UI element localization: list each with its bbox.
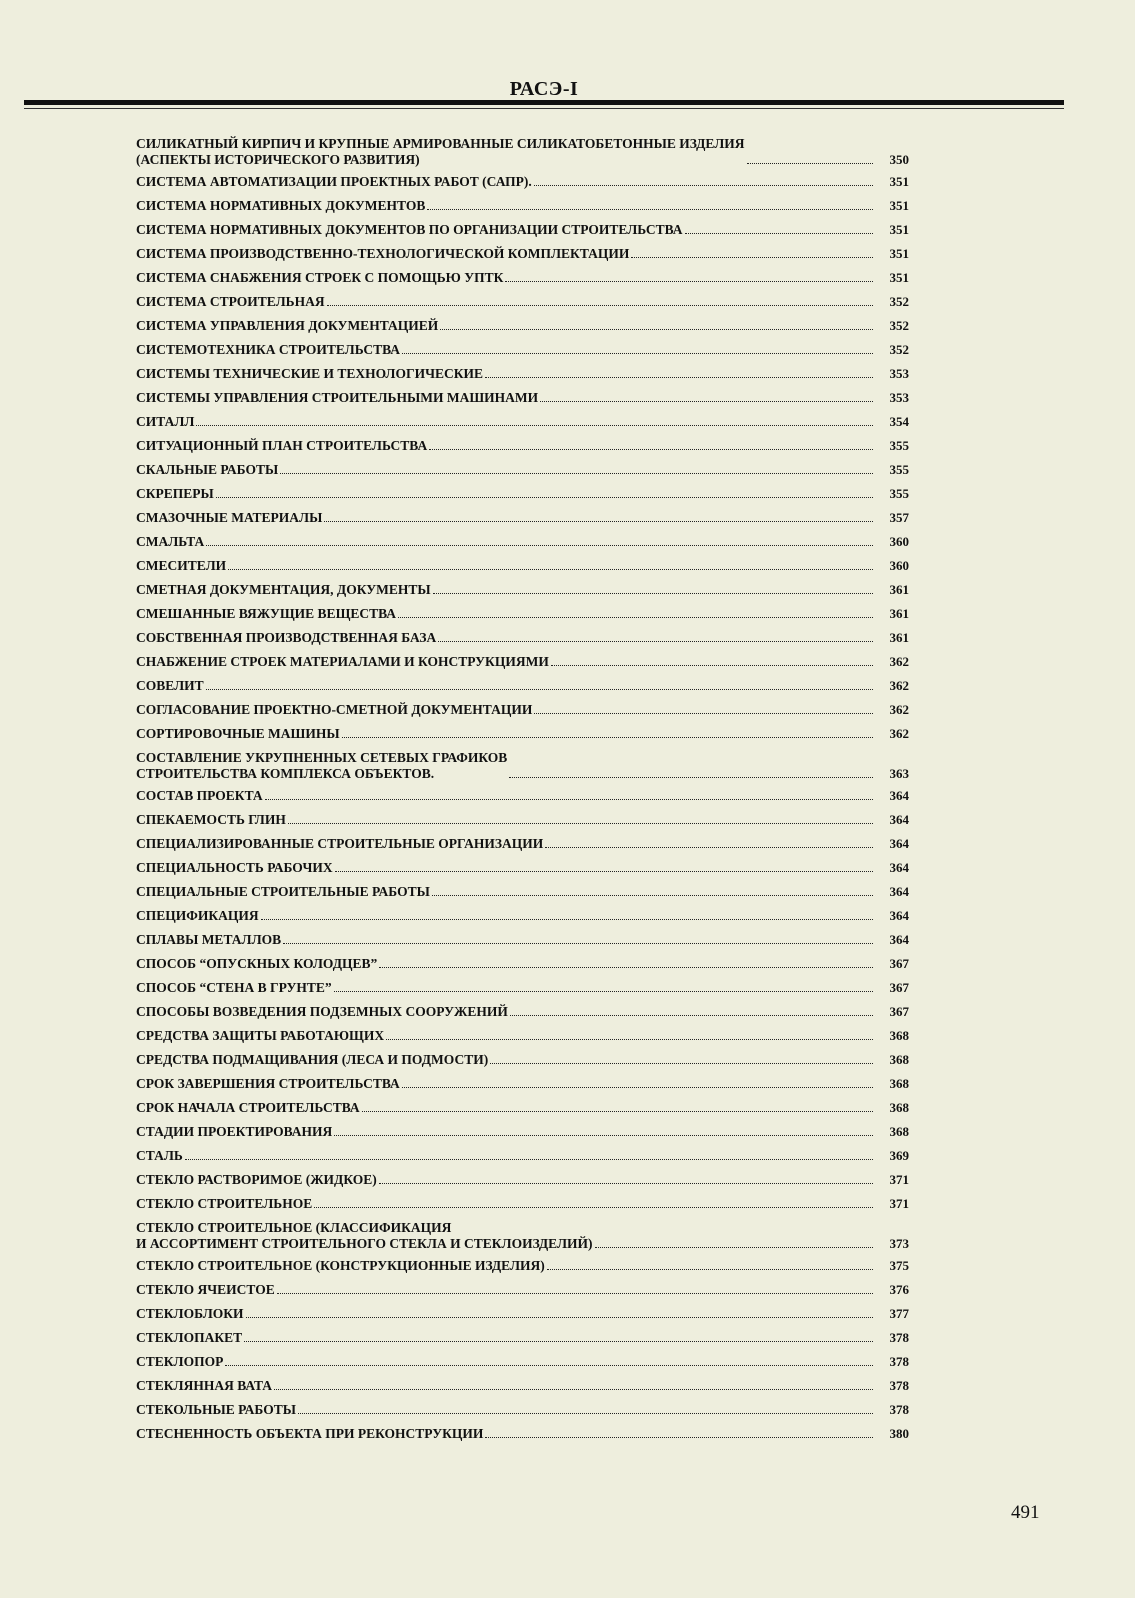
toc-entry-title bbox=[136, 198, 425, 214]
toc-entry bbox=[136, 1028, 909, 1044]
toc-entry-title bbox=[136, 1196, 312, 1212]
toc-entry-title bbox=[136, 908, 259, 924]
toc-entry-title bbox=[136, 1052, 488, 1068]
dot-leader bbox=[490, 1063, 873, 1064]
toc-entry bbox=[136, 750, 909, 782]
dot-leader bbox=[196, 425, 873, 426]
toc-entry-title-line: СИСТЕМА НОРМАТИВНЫХ ДОКУМЕНТОВ bbox=[136, 198, 426, 213]
toc-entry bbox=[136, 390, 909, 406]
toc-entry-page: 360 bbox=[889, 534, 909, 549]
toc-entry-title bbox=[136, 1100, 360, 1116]
toc-entry-page: 371 bbox=[889, 1172, 909, 1187]
toc-entry bbox=[136, 462, 909, 478]
toc-entry bbox=[136, 1004, 909, 1020]
toc-entry bbox=[136, 630, 909, 646]
toc-entry-page: 351 bbox=[889, 198, 909, 213]
dot-leader bbox=[540, 401, 873, 402]
toc-entry-page: 351 bbox=[889, 270, 909, 285]
dot-leader bbox=[510, 1015, 873, 1016]
toc-entry-page: 378 bbox=[889, 1330, 909, 1345]
toc-entry-title-line: СПОСОБ “ОПУСКНЫХ КОЛОДЦЕВ” bbox=[136, 956, 378, 971]
dot-leader bbox=[324, 521, 873, 522]
dot-leader bbox=[206, 689, 873, 690]
dot-leader bbox=[402, 1087, 873, 1088]
toc-entry-page: 353 bbox=[889, 390, 909, 405]
dot-leader bbox=[342, 737, 873, 738]
toc-entry-title-line: СМЕШАННЫЕ ВЯЖУЩИЕ ВЕЩЕСТВА bbox=[136, 606, 397, 621]
dot-leader bbox=[379, 1183, 873, 1184]
toc-entry-page: 364 bbox=[889, 908, 909, 923]
toc-entry-title bbox=[136, 246, 629, 262]
dot-leader bbox=[274, 1389, 873, 1390]
toc-entry-title bbox=[136, 606, 396, 622]
dot-leader bbox=[438, 641, 873, 642]
toc-entry-title-line: СПЛАВЫ МЕТАЛЛОВ bbox=[136, 932, 282, 947]
dot-leader bbox=[432, 895, 873, 896]
toc-entry-page: 368 bbox=[889, 1100, 909, 1115]
dot-leader bbox=[747, 163, 873, 164]
toc-entry-page: 361 bbox=[889, 606, 909, 621]
toc-entry-page: 352 bbox=[889, 294, 909, 309]
dot-leader bbox=[509, 777, 873, 778]
toc-entry-page: 363 bbox=[889, 766, 909, 781]
toc-entry-page: 364 bbox=[889, 932, 909, 947]
toc-entry-page: 373 bbox=[889, 1236, 909, 1251]
toc-entry-title bbox=[136, 980, 332, 996]
dot-leader bbox=[185, 1159, 873, 1160]
dot-leader bbox=[685, 233, 873, 234]
dot-leader bbox=[485, 377, 873, 378]
toc-entry bbox=[136, 198, 909, 214]
toc-entry-page: 355 bbox=[889, 462, 909, 477]
toc-entry-title bbox=[136, 1426, 483, 1442]
dot-leader bbox=[386, 1039, 873, 1040]
toc-entry-title-line: СПЕКАЕМОСТЬ ГЛИН bbox=[136, 812, 286, 827]
toc-entry-title-line: СНАБЖЕНИЕ СТРОЕК МАТЕРИАЛАМИ И КОНСТРУКЦИЯМИ bbox=[136, 654, 549, 669]
toc-entry bbox=[136, 1172, 909, 1188]
dot-leader bbox=[440, 329, 873, 330]
toc-entry bbox=[136, 860, 909, 876]
toc-entry-title-line: СМАЗОЧНЫЕ МАТЕРИАЛЫ bbox=[136, 510, 323, 525]
toc-entry bbox=[136, 1426, 909, 1442]
toc-entry-page: 355 bbox=[889, 486, 909, 501]
toc-entry-page: 353 bbox=[889, 366, 909, 381]
toc-entry bbox=[136, 1052, 909, 1068]
dot-leader bbox=[534, 185, 873, 186]
dot-leader bbox=[246, 1317, 873, 1318]
toc-entry-title bbox=[136, 270, 503, 286]
toc-entry-title bbox=[136, 654, 549, 670]
toc-entry bbox=[136, 246, 909, 262]
toc-entry-title-line: СТАДИИ ПРОЕКТИРОВАНИЯ bbox=[136, 1124, 333, 1139]
toc-entry-title bbox=[136, 1306, 244, 1322]
toc-entry-title-line: СИСТЕМА ПРОИЗВОДСТВЕННО-ТЕХНОЛОГИЧЕСКОЙ КОМПЛЕКТАЦИИ bbox=[136, 246, 630, 261]
toc-entry-title-line: СПЕЦИАЛИЗИРОВАННЫЕ СТРОИТЕЛЬНЫЕ ОРГАНИЗАЦИИ bbox=[136, 836, 544, 851]
toc-entry-page: 378 bbox=[889, 1354, 909, 1369]
toc-entry-page: 371 bbox=[889, 1196, 909, 1211]
toc-entry-title bbox=[136, 1124, 332, 1140]
dot-leader bbox=[335, 871, 873, 872]
toc-entry bbox=[136, 788, 909, 804]
toc-entry-title bbox=[136, 222, 683, 238]
toc-entry-title bbox=[136, 294, 325, 310]
toc-entry-title-line: СИСТЕМА СТРОИТЕЛЬНАЯ bbox=[136, 294, 325, 309]
toc-entry bbox=[136, 1306, 909, 1322]
toc-entry-page: 362 bbox=[889, 654, 909, 669]
toc-entry-title bbox=[136, 1282, 275, 1298]
toc-entry bbox=[136, 270, 909, 286]
toc-entry-title-line: СПЕЦИФИКАЦИЯ bbox=[136, 908, 259, 923]
toc-entry bbox=[136, 366, 909, 382]
dot-leader bbox=[288, 823, 873, 824]
dot-leader bbox=[505, 281, 873, 282]
toc-entry-title-line: СИСТЕМОТЕХНИКА СТРОИТЕЛЬСТВА bbox=[136, 342, 400, 357]
toc-entry-title bbox=[136, 366, 483, 382]
toc-entry-title-line: СИСТЕМА СНАБЖЕНИЯ СТРОЕК С ПОМОЩЬЮ УПТК bbox=[136, 270, 504, 285]
toc-entry-title-line: СТЕКЛОПОР bbox=[136, 1354, 224, 1369]
toc-entry bbox=[136, 414, 909, 430]
toc-entry-page: 375 bbox=[889, 1258, 909, 1273]
toc-entry bbox=[136, 726, 909, 742]
toc-entry bbox=[136, 174, 909, 190]
dot-leader bbox=[314, 1207, 873, 1208]
toc-entry-title-line: СТЕКЛОБЛОКИ bbox=[136, 1306, 244, 1321]
dot-leader bbox=[334, 1135, 873, 1136]
toc-entry-title-line: СПЕЦИАЛЬНОСТЬ РАБОЧИХ bbox=[136, 860, 333, 875]
dot-leader bbox=[283, 943, 873, 944]
dot-leader bbox=[545, 847, 873, 848]
toc-entry-title bbox=[136, 438, 427, 454]
toc-entry bbox=[136, 908, 909, 924]
dot-leader bbox=[485, 1437, 873, 1438]
toc-entry-title bbox=[136, 1076, 400, 1092]
toc-entry-page: 376 bbox=[889, 1282, 909, 1297]
toc-entry bbox=[136, 654, 909, 670]
toc-entry-page: 362 bbox=[889, 726, 909, 741]
toc-entry-page: 367 bbox=[889, 1004, 909, 1019]
dot-leader bbox=[265, 799, 873, 800]
toc-entry-page: 355 bbox=[889, 438, 909, 453]
toc-entry-title bbox=[136, 1220, 593, 1252]
toc-entry-title-line: СИСТЕМА УПРАВЛЕНИЯ ДОКУМЕНТАЦИЕЙ bbox=[136, 318, 439, 333]
toc-entry-title bbox=[136, 788, 263, 804]
toc-entry bbox=[136, 980, 909, 996]
dot-leader bbox=[280, 473, 873, 474]
toc-entry-title-line: СИСТЕМЫ УПРАВЛЕНИЯ СТРОИТЕЛЬНЫМИ МАШИНАМИ bbox=[136, 390, 539, 405]
toc-entry-title bbox=[136, 342, 400, 358]
dot-leader bbox=[427, 209, 873, 210]
page-header bbox=[24, 78, 1064, 101]
toc-entry-title-line: СПЕЦИАЛЬНЫЕ СТРОИТЕЛЬНЫЕ РАБОТЫ bbox=[136, 884, 430, 899]
toc-entry-title-line: СМЕСИТЕЛИ bbox=[136, 558, 227, 573]
dot-leader bbox=[206, 545, 873, 546]
toc-entry bbox=[136, 606, 909, 622]
toc-entry-title-line: СТЕКЛОПАКЕТ bbox=[136, 1330, 243, 1345]
dot-leader bbox=[298, 1413, 873, 1414]
toc-entry-title-line: СРОК ЗАВЕРШЕНИЯ СТРОИТЕЛЬСТВА bbox=[136, 1076, 400, 1091]
toc-entry-title-line: СМАЛЬТА bbox=[136, 534, 205, 549]
toc-entry-page: 364 bbox=[889, 812, 909, 827]
toc-entry-page: 364 bbox=[889, 860, 909, 875]
toc-entry-title bbox=[136, 1402, 296, 1418]
toc-entry-title-line: СКАЛЬНЫЕ РАБОТЫ bbox=[136, 462, 279, 477]
dot-leader bbox=[402, 353, 873, 354]
toc-entry-title bbox=[136, 1330, 242, 1346]
toc-entry-page: 351 bbox=[889, 222, 909, 237]
toc-entry-title-line: СТЕКЛО ЯЧЕИСТОЕ bbox=[136, 1282, 275, 1297]
page-number: 491 bbox=[1011, 1502, 1040, 1523]
toc-entry-title bbox=[136, 136, 745, 168]
dot-leader bbox=[595, 1247, 873, 1248]
toc-entry-page: 364 bbox=[889, 788, 909, 803]
toc-entry-page: 357 bbox=[889, 510, 909, 525]
toc-entry-title-line: СТЕКОЛЬНЫЕ РАБОТЫ bbox=[136, 1402, 297, 1417]
toc-entry-title-line: СКРЕПЕРЫ bbox=[136, 486, 214, 501]
toc-entry-title bbox=[136, 1148, 183, 1164]
toc-entry-title bbox=[136, 1172, 377, 1188]
toc-entry-title-line: СОВЕЛИТ bbox=[136, 678, 204, 693]
toc-entry bbox=[136, 884, 909, 900]
toc-entry-page: 352 bbox=[889, 342, 909, 357]
toc-entry-title bbox=[136, 486, 214, 502]
toc-entry bbox=[136, 678, 909, 694]
toc-entry-title-line: СТЕКЛО СТРОИТЕЛЬНОЕ (КЛАССИФИКАЦИЯ bbox=[136, 1220, 452, 1235]
toc-entry-title-line: СПОСОБ “СТЕНА В ГРУНТЕ” bbox=[136, 980, 332, 995]
toc-entry-page: 360 bbox=[889, 558, 909, 573]
toc-entry-title-line: И АССОРТИМЕНТ СТРОИТЕЛЬНОГО СТЕКЛА И СТЕКЛОИЗДЕЛИЙ) bbox=[136, 1236, 593, 1251]
dot-leader bbox=[379, 967, 873, 968]
toc-entry-page: 351 bbox=[889, 174, 909, 189]
toc-entry bbox=[136, 486, 909, 502]
toc-entry-title-line: СИЛИКАТНЫЙ КИРПИЧ И КРУПНЫЕ АРМИРОВАННЫЕ СИЛИКАТОБЕТОННЫЕ ИЗДЕЛИЯ bbox=[136, 136, 745, 151]
toc-entry bbox=[136, 1100, 909, 1116]
toc-entry-page: 361 bbox=[889, 582, 909, 597]
toc-entry-title-line: СТЕКЛЯННАЯ ВАТА bbox=[136, 1378, 273, 1393]
toc-entry bbox=[136, 1196, 909, 1212]
toc-entry bbox=[136, 836, 909, 852]
dot-leader bbox=[216, 497, 873, 498]
toc-entry-page: 354 bbox=[889, 414, 909, 429]
toc-entry bbox=[136, 1124, 909, 1140]
toc-entry-page: 378 bbox=[889, 1402, 909, 1417]
toc-entry-title bbox=[136, 932, 281, 948]
toc-entry bbox=[136, 136, 909, 168]
toc-entry bbox=[136, 1330, 909, 1346]
toc-entry-page: 351 bbox=[889, 246, 909, 261]
toc-entry-title bbox=[136, 1378, 272, 1394]
toc-entry bbox=[136, 1148, 909, 1164]
toc-entry-title-line: СТЕКЛО РАСТВОРИМОЕ (ЖИДКОЕ) bbox=[136, 1172, 377, 1187]
toc-entry-title bbox=[136, 1004, 508, 1020]
toc-entry-title bbox=[136, 630, 436, 646]
toc-entry-page: 350 bbox=[889, 152, 909, 167]
toc-entry bbox=[136, 582, 909, 598]
toc-entry-title-line: СТЕСНЕННОСТЬ ОБЪЕКТА ПРИ РЕКОНСТРУКЦИИ bbox=[136, 1426, 484, 1441]
toc-entry-title-line: СОГЛАСОВАНИЕ ПРОЕКТНО-СМЕТНОЙ ДОКУМЕНТАЦИИ bbox=[136, 702, 533, 717]
toc-entry-title bbox=[136, 884, 430, 900]
toc-entry-title bbox=[136, 174, 532, 190]
toc-entry-page: 364 bbox=[889, 884, 909, 899]
toc-entry-title-line: СМЕТНАЯ ДОКУМЕНТАЦИЯ, ДОКУМЕНТЫ bbox=[136, 582, 431, 597]
toc-entry bbox=[136, 702, 909, 718]
toc-entry-title bbox=[136, 726, 340, 742]
dot-leader bbox=[631, 257, 873, 258]
dot-leader bbox=[362, 1111, 873, 1112]
dot-leader bbox=[261, 919, 873, 920]
toc-entry-title-line: СИСТЕМЫ ТЕХНИЧЕСКИЕ И ТЕХНОЛОГИЧЕСКИЕ bbox=[136, 366, 484, 381]
toc-entry-title bbox=[136, 414, 194, 430]
toc-entry-title-line: СТЕКЛО СТРОИТЕЛЬНОЕ bbox=[136, 1196, 313, 1211]
toc-entry-title bbox=[136, 860, 333, 876]
toc-entry-page: 369 bbox=[889, 1148, 909, 1163]
toc-entry-title-line: СИСТЕМА НОРМАТИВНЫХ ДОКУМЕНТОВ ПО ОРГАНИЗАЦИИ СТРОИТЕЛЬСТВА bbox=[136, 222, 683, 237]
toc-entry bbox=[136, 956, 909, 972]
toc-entry bbox=[136, 1220, 909, 1252]
dot-leader bbox=[277, 1293, 873, 1294]
dot-leader bbox=[398, 617, 873, 618]
dot-leader bbox=[334, 991, 873, 992]
toc-entry-title-line: СРОК НАЧАЛА СТРОИТЕЛЬСТВА bbox=[136, 1100, 360, 1115]
toc-entry-page: 368 bbox=[889, 1076, 909, 1091]
toc-entry-title-line: СТЕКЛО СТРОИТЕЛЬНОЕ (КОНСТРУКЦИОННЫЕ ИЗДЕЛИЯ) bbox=[136, 1258, 545, 1273]
dot-leader bbox=[244, 1341, 873, 1342]
toc-entry-title-line: СРЕДСТВА ЗАЩИТЫ РАБОТАЮЩИХ bbox=[136, 1028, 385, 1043]
toc-entry-page: 364 bbox=[889, 836, 909, 851]
toc-entry-title-line: СОБСТВЕННАЯ ПРОИЗВОДСТВЕННАЯ БАЗА bbox=[136, 630, 437, 645]
toc-entry bbox=[136, 1402, 909, 1418]
toc-entry bbox=[136, 510, 909, 526]
toc-entry-title-line: СПОСОБЫ ВОЗВЕДЕНИЯ ПОДЗЕМНЫХ СООРУЖЕНИЙ bbox=[136, 1004, 508, 1019]
toc-entry bbox=[136, 558, 909, 574]
toc-entry-title-line: СТАЛЬ bbox=[136, 1148, 183, 1163]
toc-entry-title-line: СОСТАВ ПРОЕКТА bbox=[136, 788, 263, 803]
dot-leader bbox=[429, 449, 873, 450]
toc-entry-title bbox=[136, 1354, 223, 1370]
toc-entry bbox=[136, 812, 909, 828]
toc-entry-page: 380 bbox=[889, 1426, 909, 1441]
toc-entry-title bbox=[136, 750, 507, 782]
toc-entry-title bbox=[136, 390, 538, 406]
toc-entry-page: 368 bbox=[889, 1124, 909, 1139]
toc-entry bbox=[136, 1378, 909, 1394]
toc-entry-title bbox=[136, 510, 322, 526]
toc-entry-title bbox=[136, 534, 204, 550]
toc-entry-title-line: СРЕДСТВА ПОДМАЩИВАНИЯ (ЛЕСА И ПОДМОСТИ) bbox=[136, 1052, 489, 1067]
toc-entry bbox=[136, 342, 909, 358]
toc-entry-page: 362 bbox=[889, 678, 909, 693]
dot-leader bbox=[228, 569, 873, 570]
toc-entry bbox=[136, 1076, 909, 1092]
toc-entry-title-line: (АСПЕКТЫ ИСТОРИЧЕСКОГО РАЗВИТИЯ) bbox=[136, 152, 420, 167]
toc-entry-title bbox=[136, 812, 286, 828]
toc-entry-title bbox=[136, 702, 532, 718]
toc-entry bbox=[136, 294, 909, 310]
toc-entry-page: 367 bbox=[889, 956, 909, 971]
toc-entry-title bbox=[136, 836, 543, 852]
toc-entry-title bbox=[136, 1258, 545, 1274]
dot-leader bbox=[225, 1365, 873, 1366]
toc-entry-title bbox=[136, 678, 204, 694]
toc-entry bbox=[136, 318, 909, 334]
toc-entry bbox=[136, 534, 909, 550]
toc-entry-title bbox=[136, 558, 226, 574]
toc-entry-title-line: СОСТАВЛЕНИЕ УКРУПНЕННЫХ СЕТЕВЫХ ГРАФИКОВ bbox=[136, 750, 508, 765]
running-title: РАСЭ-I bbox=[509, 78, 579, 100]
toc-entry-title bbox=[136, 1028, 384, 1044]
toc-entry-title bbox=[136, 956, 377, 972]
toc-entry-title-line: СТРОИТЕЛЬСТВА КОМПЛЕКСА ОБЪЕКТОВ. bbox=[136, 766, 435, 781]
toc-entry-page: 377 bbox=[889, 1306, 909, 1321]
toc-entry-page: 368 bbox=[889, 1052, 909, 1067]
dot-leader bbox=[551, 665, 873, 666]
toc-entry-title bbox=[136, 462, 278, 478]
header-rule bbox=[24, 100, 1064, 105]
toc-entry-title-line: СОРТИРОВОЧНЫЕ МАШИНЫ bbox=[136, 726, 340, 741]
toc-entry bbox=[136, 438, 909, 454]
toc-entry-title bbox=[136, 582, 431, 598]
dot-leader bbox=[534, 713, 873, 714]
toc-entry bbox=[136, 1258, 909, 1274]
dot-leader bbox=[433, 593, 873, 594]
toc-entry-title-line: СИТУАЦИОННЫЙ ПЛАН СТРОИТЕЛЬСТВА bbox=[136, 438, 428, 453]
header-rule-thin bbox=[24, 108, 1064, 109]
toc-entry bbox=[136, 222, 909, 238]
toc-entry-title-line: СИСТЕМА АВТОМАТИЗАЦИИ ПРОЕКТНЫХ РАБОТ (САПР). bbox=[136, 174, 532, 189]
dot-leader bbox=[547, 1269, 873, 1270]
toc-entry-title-line: СИТАЛЛ bbox=[136, 414, 195, 429]
toc-entry-page: 362 bbox=[889, 702, 909, 717]
table-of-contents bbox=[136, 136, 909, 1450]
toc-entry-page: 368 bbox=[889, 1028, 909, 1043]
toc-entry bbox=[136, 932, 909, 948]
toc-entry-page: 378 bbox=[889, 1378, 909, 1393]
toc-entry-page: 367 bbox=[889, 980, 909, 995]
dot-leader bbox=[327, 305, 873, 306]
toc-entry bbox=[136, 1354, 909, 1370]
toc-entry-title bbox=[136, 318, 438, 334]
toc-entry-page: 352 bbox=[889, 318, 909, 333]
toc-entry bbox=[136, 1282, 909, 1298]
toc-entry-page: 361 bbox=[889, 630, 909, 645]
